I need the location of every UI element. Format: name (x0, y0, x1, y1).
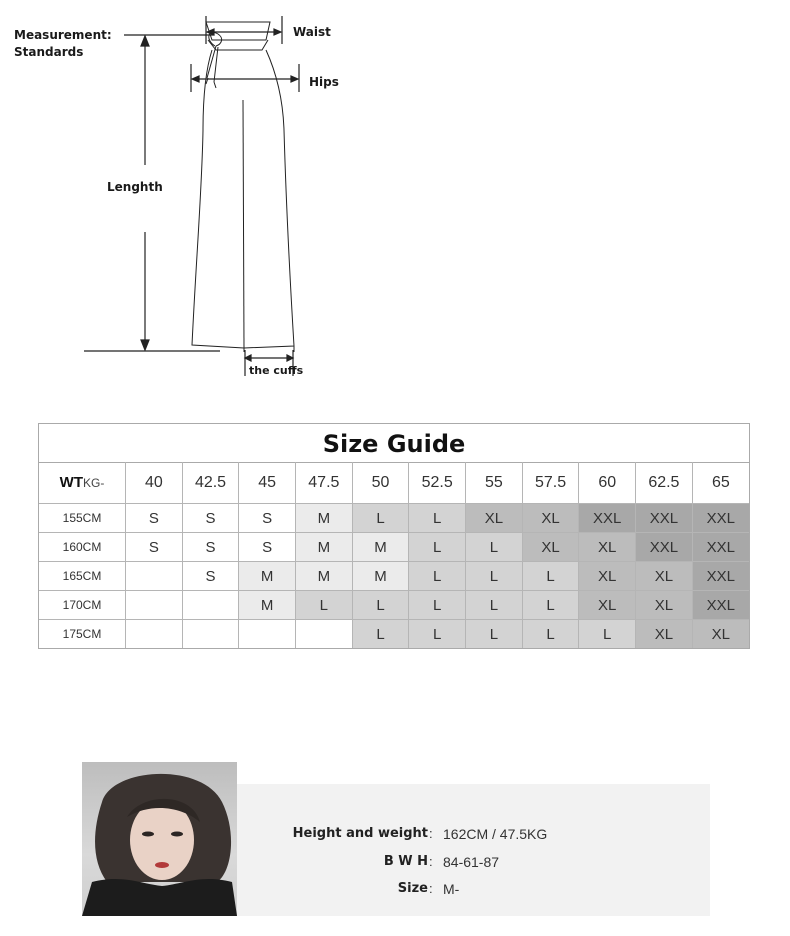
size-cell: M (239, 562, 296, 591)
size-value: M- (443, 881, 460, 897)
hips-label: Hips (309, 75, 339, 89)
size-cell: XXL (692, 562, 749, 591)
size-row (39, 504, 749, 533)
kg-unit-label: KG- (82, 475, 105, 490)
size-row (237, 881, 710, 901)
height-weight-row (237, 826, 710, 846)
weight-header-cell: 65 (692, 462, 749, 504)
weight-header-cell: 55 (466, 462, 523, 504)
size-cell: XL (692, 620, 749, 649)
height-cell: 155CM (39, 504, 126, 533)
bwh-label: B W H (383, 854, 428, 869)
size-cell: XL (579, 562, 636, 591)
cuffs-label: the cuffs (249, 364, 304, 377)
size-cell: XL (466, 504, 523, 533)
size-cell: M (352, 562, 409, 591)
model-photo (82, 762, 237, 916)
size-cell: L (466, 591, 523, 620)
size-cell: XL (636, 591, 693, 620)
size-cell: XXL (636, 533, 693, 562)
height-cell: 175CM (39, 620, 126, 649)
size-cell (126, 562, 183, 591)
bwh-value: 84-61-87 (443, 854, 500, 870)
weight-header-cell: 57.5 (522, 462, 579, 504)
weight-header-cell: 50 (352, 462, 409, 504)
size-cell: L (579, 620, 636, 649)
size-cell (126, 620, 183, 649)
weight-header-cell: 40 (126, 462, 183, 504)
pants-illustration (0, 0, 790, 400)
weight-header-cell: 52.5 (409, 462, 466, 504)
size-cell: S (182, 562, 239, 591)
size-cell (182, 620, 239, 649)
length-label: Lenghth (107, 180, 163, 194)
separator: : (429, 826, 433, 841)
size-cell: S (182, 533, 239, 562)
size-cell: S (126, 533, 183, 562)
size-cell: S (126, 504, 183, 533)
size-cell (126, 591, 183, 620)
wt-label: WT (59, 473, 83, 491)
size-guide-title: Size Guide (39, 424, 749, 463)
size-cell: XXL (692, 533, 749, 562)
size-guide (38, 423, 750, 649)
size-row (39, 533, 749, 562)
size-cell: S (182, 504, 239, 533)
height-cell: 170CM (39, 591, 126, 620)
size-cell: M (296, 562, 353, 591)
size-cell: M (239, 591, 296, 620)
size-cell: M (296, 533, 353, 562)
size-row (39, 562, 749, 591)
size-cell: XL (522, 504, 579, 533)
bwh-row (237, 854, 710, 874)
measurement-label-line2: Standards (14, 45, 84, 59)
weight-header-cell: 62.5 (636, 462, 693, 504)
size-cell: L (296, 591, 353, 620)
size-cell: XL (522, 533, 579, 562)
size-cell: L (352, 591, 409, 620)
separator: : (429, 854, 433, 869)
size-cell: L (466, 620, 523, 649)
size-cell: L (352, 504, 409, 533)
size-row (39, 620, 749, 649)
size-cell: XXL (692, 591, 749, 620)
size-cell: XXL (692, 504, 749, 533)
model-profile (82, 762, 710, 916)
size-cell: L (522, 562, 579, 591)
height-weight-label: Height and weight (292, 826, 428, 841)
size-cell: S (239, 504, 296, 533)
size-cell: S (239, 533, 296, 562)
size-cell: L (409, 591, 466, 620)
size-cell: XL (579, 533, 636, 562)
size-cell (182, 591, 239, 620)
size-cell: L (522, 591, 579, 620)
size-cell (239, 620, 296, 649)
weight-header-cell: 60 (579, 462, 636, 504)
size-cell: XL (579, 591, 636, 620)
size-cell: L (522, 620, 579, 649)
size-row (39, 591, 749, 620)
size-cell: XL (636, 620, 693, 649)
weight-header-corner (39, 462, 126, 504)
size-cell: L (352, 620, 409, 649)
weight-header-row (39, 462, 749, 504)
size-cell: XXL (579, 504, 636, 533)
weight-header-cell: 42.5 (182, 462, 239, 504)
height-cell: 160CM (39, 533, 126, 562)
size-cell (296, 620, 353, 649)
model-info-panel (237, 784, 710, 916)
size-cell: L (409, 504, 466, 533)
measurement-standards-label (14, 27, 112, 61)
height-weight-value: 162CM / 47.5KG (443, 826, 548, 842)
size-cell: L (466, 562, 523, 591)
size-cell: M (296, 504, 353, 533)
size-table (39, 462, 749, 648)
separator: : (429, 881, 433, 896)
size-cell: L (409, 620, 466, 649)
size-cell: XL (636, 562, 693, 591)
waist-label: Waist (293, 25, 331, 39)
size-cell: M (352, 533, 409, 562)
size-cell: L (409, 562, 466, 591)
model-portrait (82, 762, 237, 916)
size-cell: L (466, 533, 523, 562)
weight-header-cell: 45 (239, 462, 296, 504)
weight-header-cell: 47.5 (296, 462, 353, 504)
size-label: Size (397, 881, 428, 896)
height-cell: 165CM (39, 562, 126, 591)
size-cell: XXL (636, 504, 693, 533)
size-cell: L (409, 533, 466, 562)
measurement-diagram (0, 0, 790, 400)
measurement-label-line1: Measurement: (14, 28, 112, 42)
